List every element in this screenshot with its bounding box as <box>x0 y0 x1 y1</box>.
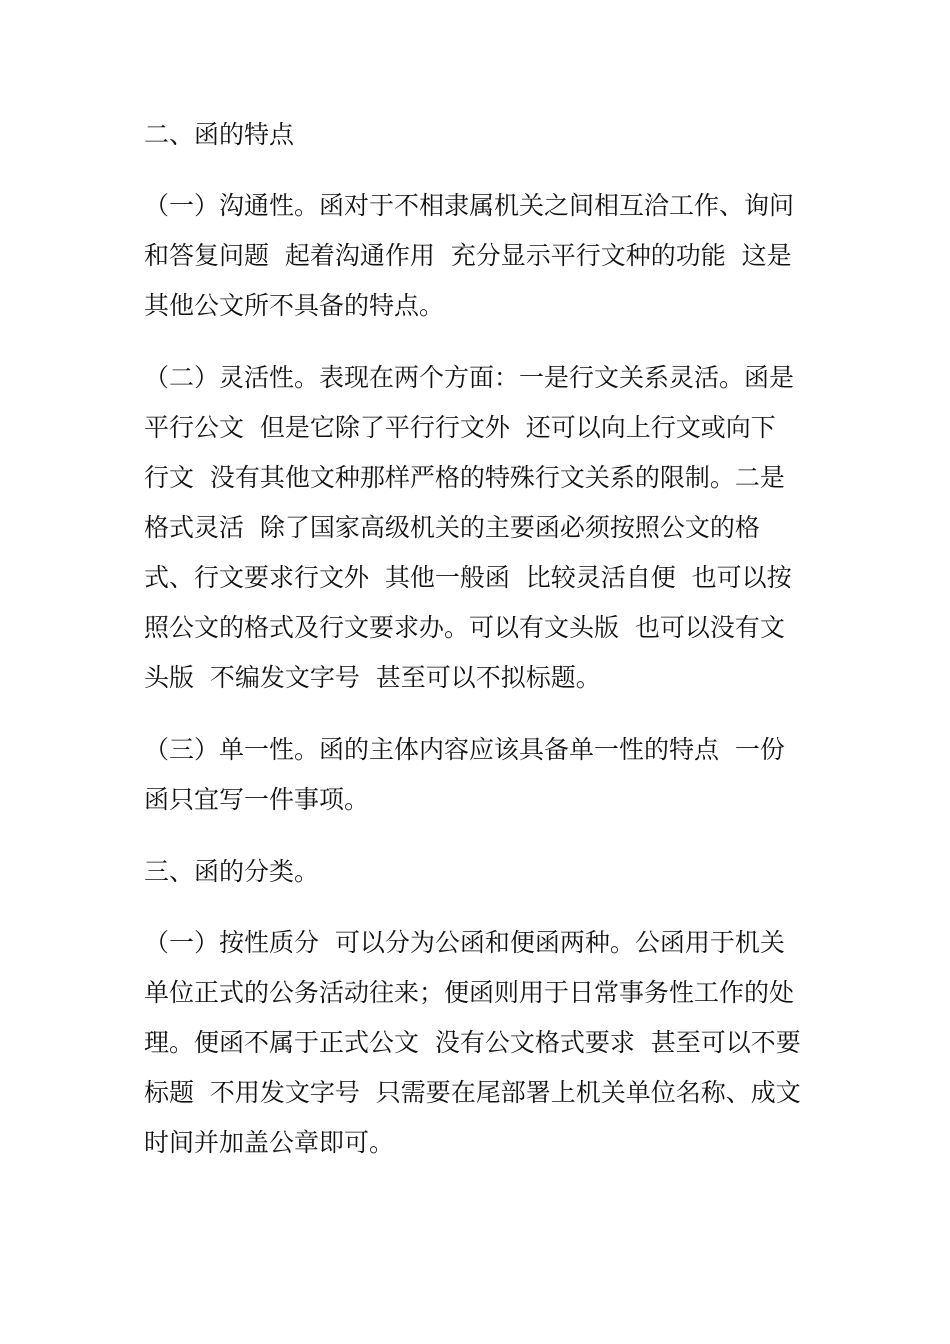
paragraph-line: 时间并加盖公章即可。 <box>144 1128 395 1157</box>
paragraph-line: 函只宜写一件事项。 <box>144 785 370 814</box>
paragraph-line: 和答复问题 起着沟通作用 充分显示平行文种的功能 这是 <box>144 241 792 270</box>
paragraph-line: （一）按性质分 可以分为公函和便函两种。公函用于机关 <box>144 928 785 957</box>
paragraph-line: 式、行文要求行文外 其他一般函 比较灵活自便 也可以按 <box>144 563 792 592</box>
paragraph-communication <box>144 181 814 331</box>
paragraph-line: （三）单一性。函的主体内容应该具备单一性的特点 一份 <box>144 735 785 764</box>
paragraph-line: （二）灵活性。表现在两个方面：一是行文关系灵活。函是 <box>144 363 795 392</box>
paragraph-line: 行文 没有其他文种那样严格的特殊行文关系的限制。二是 <box>144 463 785 492</box>
document-body <box>144 110 814 1190</box>
paragraph-line: 格式灵活 除了国家高级机关的主要函必须按照公文的格 <box>144 513 760 542</box>
paragraph-singularity <box>144 725 814 825</box>
paragraph-line: 单位正式的公务活动往来；便函则用于日常事务性工作的处 <box>144 978 795 1007</box>
paragraph-line: 其他公文所不具备的特点。 <box>144 291 445 320</box>
paragraph-line: 理。便函不属于正式公文 没有公文格式要求 甚至可以不要 <box>144 1028 801 1057</box>
paragraph-line: 平行公文 但是它除了平行行文外 还可以向上行文或向下 <box>144 413 776 442</box>
paragraph-flexibility <box>144 353 814 703</box>
section-heading-characteristics: 二、函的特点 <box>144 120 295 149</box>
paragraph-by-nature <box>144 918 814 1168</box>
paragraph-line: （一）沟通性。函对于不相隶属机关之间相互洽工作、询问 <box>144 191 795 220</box>
paragraph-line: 标题 不用发文字号 只需要在尾部署上机关单位名称、成文 <box>144 1078 801 1107</box>
paragraph-line: 照公文的格式及行文要求办。可以有文头版 也可以没有文 <box>144 613 785 642</box>
section-heading-classification: 三、函的分类。 <box>144 857 320 886</box>
paragraph-line: 头版 不编发文字号 甚至可以不拟标题。 <box>144 663 601 692</box>
